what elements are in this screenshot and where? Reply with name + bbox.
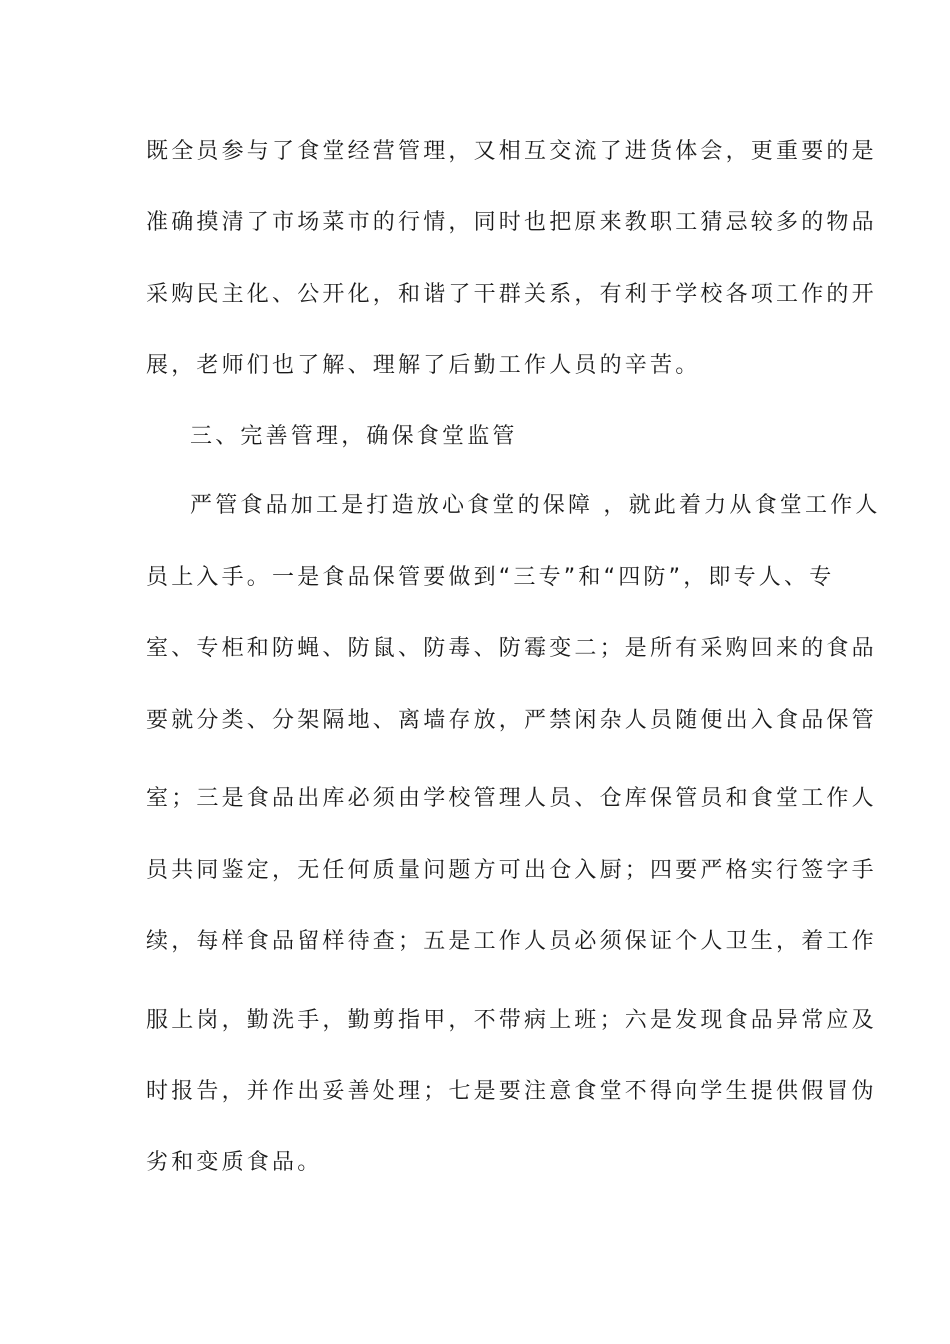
paragraph-2-line-6: 员共同鉴定，无任何质量问题方可出仓入厨；四要严格实行签字手: [146, 858, 877, 883]
paragraph-2-line-1: 严管食品加工是打造放心食堂的保障 ，就此着力从食堂工作人: [190, 493, 881, 518]
paragraph-1-line-1: 既全员参与了食堂经营管理，又相互交流了进货体会，更重要的是: [146, 139, 877, 164]
paragraph-2-line-7: 续，每样食品留样待查；五是工作人员必须保证个人卫生，着工作: [146, 929, 877, 954]
paragraph-2-line-5: 室；三是食品出库必须由学校管理人员、仓库保管员和食堂工作人: [146, 786, 877, 811]
paragraph-2-line-10: 劣和变质食品。: [146, 1150, 323, 1175]
paragraph-2-line-3: 室、专柜和防蝇、防鼠、防毒、防霉变二；是所有采购回来的食品: [146, 636, 877, 661]
paragraph-1-line-2: 准确摸清了市场菜市的行情，同时也把原来教职工猜忌较多的物品: [146, 210, 877, 235]
paragraph-1-line-3: 采购民主化、公开化，和谐了干群关系，有利于学校各项工作的开: [146, 282, 877, 307]
paragraph-2-line-2: 员上入手。一是食品保管要做到“三专”和“四防”，即专人、专: [146, 565, 835, 590]
paragraph-1-line-4: 展，老师们也了解、理解了后勤工作人员的辛苦。: [146, 353, 701, 378]
paragraph-2-line-8: 服上岗，勤洗手，勤剪指甲，不带病上班；六是发现食品异常应及: [146, 1008, 877, 1033]
section-heading: 三、完善管理，确保食堂监管: [190, 424, 518, 449]
paragraph-2-line-9: 时报告，并作出妥善处理；七是要注意食堂不得向学生提供假冒伪: [146, 1079, 877, 1104]
paragraph-2-line-4: 要就分类、分架隔地、离墙存放，严禁闲杂人员随便出入食品保管: [146, 708, 877, 733]
